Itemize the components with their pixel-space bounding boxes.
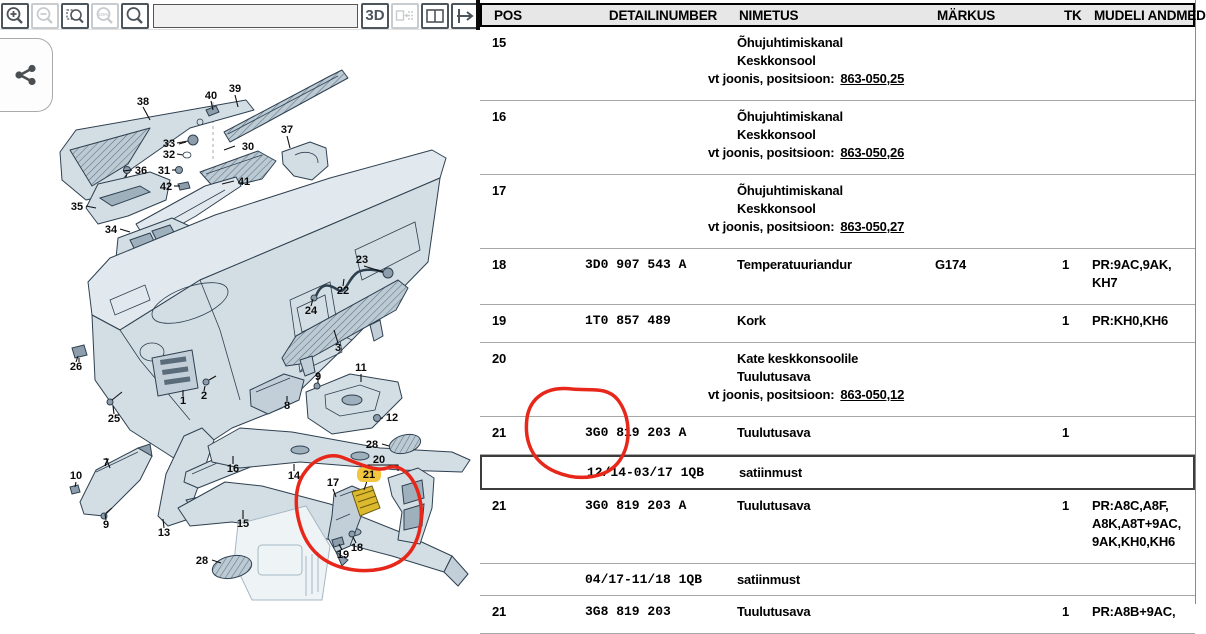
part-row[interactable] [480, 27, 1195, 101]
markus-cell [935, 603, 1062, 621]
drawing-link[interactable]: 863-050,12 [840, 387, 905, 402]
model-cell [1092, 571, 1195, 589]
name-cell: Tuulutusava [737, 425, 811, 440]
svg-text:14: 14 [287, 470, 301, 482]
share-icon [12, 61, 40, 89]
name-cell: Õhujuhtimiskanal Keskkonsool [737, 35, 843, 68]
pos-cell: 17 [492, 183, 507, 198]
svg-text:22: 22 [336, 285, 350, 297]
svg-text:28: 28 [365, 439, 379, 451]
drawing-reference [708, 386, 1195, 404]
svg-text:33: 33 [162, 138, 176, 150]
svg-text:12: 12 [385, 412, 399, 424]
svg-text:17: 17 [326, 477, 340, 489]
diagram-panel [0, 0, 480, 604]
svg-text:15: 15 [236, 518, 250, 530]
pos-cell: 15 [492, 35, 507, 50]
column-header: POS [494, 7, 522, 23]
svg-text:7: 7 [102, 457, 110, 469]
markus-cell [935, 497, 1062, 551]
part-row[interactable] [480, 596, 1195, 634]
column-header: NIMETUS [739, 7, 799, 23]
markus-cell: G174 [935, 257, 967, 272]
markus-cell [935, 108, 1062, 144]
pos-cell: 16 [492, 109, 507, 124]
tk-cell: 1 [1062, 425, 1070, 440]
svg-text:24: 24 [304, 305, 318, 317]
svg-text:13: 13 [157, 527, 171, 539]
svg-text:20: 20 [372, 454, 386, 466]
share-tab-button[interactable] [0, 38, 53, 112]
name-cell: Tuulutusava [737, 604, 811, 619]
svg-text:34: 34 [104, 224, 118, 236]
drawing-link[interactable]: 863-050,26 [840, 145, 905, 160]
drawing-reference [708, 144, 1195, 162]
markus-cell [935, 571, 1062, 589]
drawing-link[interactable]: 863-050,27 [840, 219, 905, 234]
markus-cell [935, 34, 1062, 70]
ref-label: vt joonis, positsioon: [708, 387, 835, 402]
pos-cell [482, 464, 587, 482]
partnumber-cell [585, 350, 737, 386]
ref-label: vt joonis, positsioon: [708, 219, 835, 234]
part-row[interactable] [480, 249, 1195, 305]
part-row[interactable] [480, 305, 1195, 343]
model-cell [1092, 350, 1195, 386]
exploded-parts-diagram[interactable] [0, 0, 480, 604]
svg-text:10: 10 [69, 470, 83, 482]
view-3d-label: 3D [365, 7, 385, 24]
model-cell: PR:KH0,KH6 [1092, 313, 1169, 328]
part-row[interactable] [480, 175, 1195, 249]
pos-cell: 20 [492, 351, 507, 366]
partnumber-cell [585, 34, 737, 70]
svg-text:16: 16 [226, 463, 240, 475]
svg-text:28: 28 [195, 555, 209, 567]
svg-text:41: 41 [237, 176, 251, 188]
model-cell [1094, 464, 1193, 482]
partnumber-cell [585, 108, 737, 144]
part-row[interactable] [480, 490, 1195, 564]
tk-cell [1062, 571, 1092, 589]
partnumber-cell [585, 182, 737, 218]
parts-table-header [480, 3, 1206, 27]
svg-text:35: 35 [70, 201, 84, 213]
tk-cell [1062, 182, 1092, 218]
model-cell [1092, 182, 1195, 218]
svg-text:30: 30 [241, 141, 255, 153]
tk-cell: 1 [1062, 313, 1070, 328]
column-header: TK [1064, 7, 1082, 23]
variant-row[interactable] [480, 455, 1195, 490]
name-cell: Õhujuhtimiskanal Keskkonsool [737, 183, 843, 216]
ref-label: vt joonis, positsioon: [708, 145, 835, 160]
ref-label: vt joonis, positsioon: [708, 71, 835, 86]
partnumber-cell: 1T0 857 489 [585, 313, 671, 328]
svg-text:100%: 100% [98, 11, 109, 17]
svg-text:42: 42 [159, 181, 173, 193]
svg-text:26: 26 [69, 361, 83, 373]
pos-cell: 21 [492, 425, 507, 440]
parts-table [480, 0, 1206, 619]
svg-text:31: 31 [157, 165, 171, 177]
partnumber-cell: 12/14-03/17 1QB [587, 465, 705, 480]
column-header: MUDELI ANDMED [1094, 7, 1206, 23]
part-row[interactable] [480, 417, 1195, 455]
tk-cell: 1 [1062, 604, 1070, 619]
name-cell: Kork [737, 313, 766, 328]
pos-cell: 19 [492, 313, 507, 328]
partnumber-cell: 3G8 819 203 [585, 604, 671, 619]
column-header: MÄRKUS [937, 7, 996, 23]
column-header: DETAILINUMBER [608, 7, 718, 23]
pos-cell: 18 [492, 257, 507, 272]
svg-text:18: 18 [350, 542, 364, 554]
svg-text:23: 23 [355, 254, 369, 266]
svg-text:1: 1 [179, 395, 187, 407]
model-cell: PR:9AC,9AK, KH7 [1092, 257, 1172, 290]
partnumber-cell: 3G0 819 203 A [585, 498, 687, 513]
pos-cell: 21 [492, 604, 507, 619]
markus-cell [935, 350, 1062, 386]
variant-row[interactable] [480, 564, 1195, 596]
partnumber-cell: 04/17-11/18 1QB [585, 572, 703, 587]
markus-cell [935, 182, 1062, 218]
tk-cell: 1 [1062, 257, 1070, 272]
parts-table-body [480, 27, 1195, 634]
svg-text:38: 38 [136, 96, 150, 108]
part-row[interactable] [480, 343, 1195, 417]
drawing-link[interactable]: 863-050,25 [840, 71, 905, 86]
tk-cell [1062, 34, 1092, 70]
model-cell [1092, 424, 1195, 442]
svg-text:19: 19 [336, 549, 350, 561]
name-cell: satiinmust [739, 465, 803, 480]
svg-text:37: 37 [280, 124, 294, 136]
tk-cell: 1 [1062, 498, 1070, 513]
svg-text:21: 21 [362, 469, 376, 481]
name-cell: Kate keskkonsoolile Tuulutusava [737, 351, 859, 384]
markus-cell [935, 424, 1062, 442]
svg-text:36: 36 [134, 165, 148, 177]
name-cell: Õhujuhtimiskanal Keskkonsool [737, 109, 843, 142]
svg-text:11: 11 [355, 362, 367, 374]
pos-cell: 21 [492, 498, 507, 513]
svg-text:40: 40 [204, 90, 218, 102]
tk-cell [1062, 108, 1092, 144]
svg-text:39: 39 [228, 83, 242, 95]
tk-cell [1062, 350, 1092, 386]
part-row[interactable] [480, 101, 1195, 175]
model-cell: PR:A8B+9AC, [1092, 604, 1176, 619]
partnumber-cell: 3G0 819 203 A [585, 425, 687, 440]
svg-text:2: 2 [200, 390, 208, 402]
svg-text:32: 32 [162, 149, 176, 161]
name-cell: Tuulutusava [737, 498, 811, 513]
pos-cell [480, 571, 585, 589]
svg-text:25: 25 [107, 413, 121, 425]
model-cell: PR:A8C,A8F, A8K,A8T+9AC, 9AK,KH0,KH6 [1092, 498, 1181, 549]
drawing-reference [708, 218, 1195, 236]
markus-cell [935, 312, 1062, 330]
model-cell [1092, 108, 1195, 144]
markus-cell [937, 464, 1064, 482]
tk-cell [1064, 464, 1094, 482]
partnumber-cell: 3D0 907 543 A [585, 257, 687, 272]
name-cell: Temperatuuriandur [737, 257, 852, 272]
drawing-reference [708, 70, 1195, 88]
model-cell [1092, 34, 1195, 70]
svg-text:9: 9 [314, 371, 322, 383]
name-cell: satiinmust [737, 572, 801, 587]
svg-text:9: 9 [102, 519, 110, 531]
svg-text:3: 3 [334, 342, 342, 354]
svg-text:8: 8 [283, 400, 291, 412]
